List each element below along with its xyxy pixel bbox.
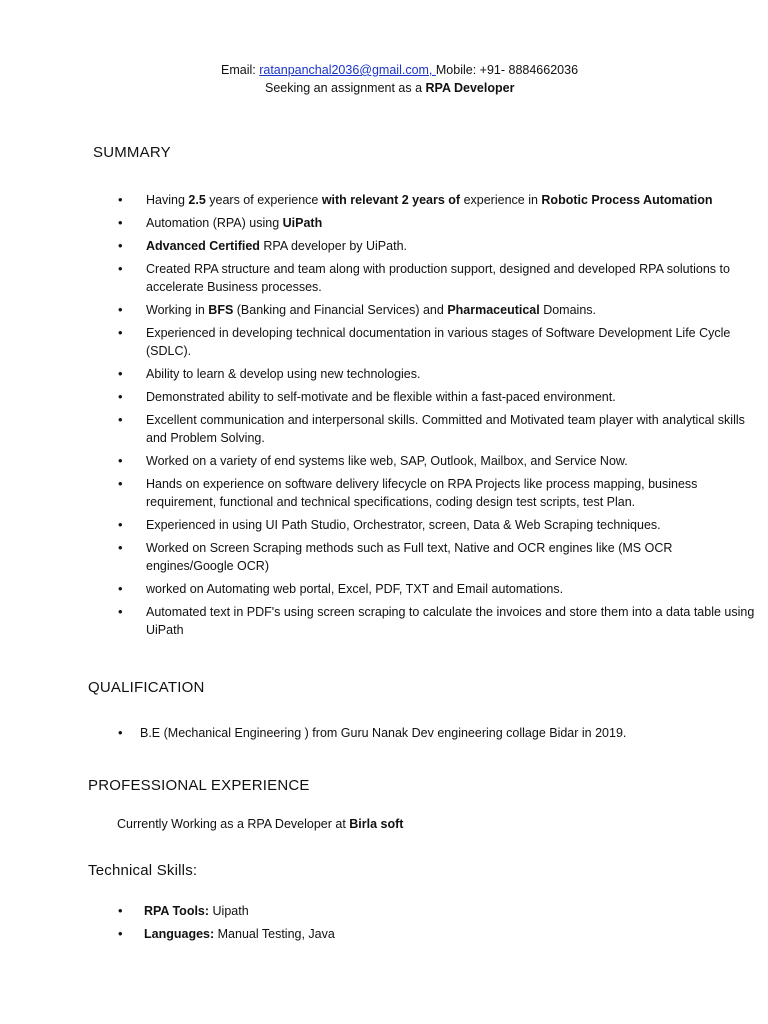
item-text: • Excellent communication and interpersonal skills. Committed and Motivated team player with analytical skills and Problem Solving. [146,413,745,445]
item-text: • worked on Automating web portal, Excel, PDF, TXT and Email automations. [146,582,564,596]
objective-prefix: Seeking an assignment as a [265,81,426,95]
list-item [118,539,758,575]
item-text: • Automated text in PDF's using screen scraping to calculate the invoices and store them into a data table using UiPath [146,605,755,637]
item-bold: Robotic Process Automation [541,193,713,207]
list-item [118,214,758,232]
item-text: • Ability to learn & develop using new technologies. [146,367,421,381]
item-bold: 2.5 [188,193,206,207]
list-item [118,237,758,255]
list-item [118,452,758,470]
item-text: • Hands on experience on software delivery lifecycle on RPA Projects like process mapping, business requirement, functional and technical specifications, coding design test scripts, test Plan. [146,477,698,509]
skill-value: Manual Testing, Java [214,927,335,941]
list-item [118,301,758,319]
item-bold: UiPath [282,216,323,230]
item-text: Having [146,193,189,207]
skill-value: Uipath [209,904,249,918]
item-text: • Experienced in developing technical documentation in various stages of Software Development Life Cycle (SDLC). [146,326,731,358]
email-label: Email: [221,63,260,77]
list-item [118,365,758,383]
contact-line [221,63,578,77]
qualification-heading: QUALIFICATION [88,679,205,696]
experience-heading: PROFESSIONAL EXPERIENCE [88,777,310,794]
item-bold: Advanced Certified [146,239,260,253]
item-bold: with relevant 2 years of [321,193,461,207]
list-item [118,724,758,742]
list-item [118,324,758,360]
objective-line [265,81,514,95]
item-text: • Worked on a variety of end systems like web, SAP, Outlook, Mailbox, and Service Now. [146,454,628,468]
list-item [118,902,758,920]
item-text: Automation (RPA) using [146,216,283,230]
item-text: Working in [146,303,209,317]
item-text: Domains. [539,303,597,317]
item-text: • B.E (Mechanical Engineering ) from Guru Nanak Dev engineering collage Bidar in 2019. [140,726,627,740]
list-item [118,603,758,639]
item-text: years of experience [205,193,322,207]
skills-heading: Technical Skills: [88,862,198,879]
mobile-label: Mobile [435,63,473,77]
item-text: • Experienced in using UI Path Studio, Orchestrator, screen, Data & Web Scraping techniques. [146,518,661,532]
list-item [118,260,758,296]
company-name: Birla soft [349,817,404,831]
objective-role: RPA Developer [425,81,515,95]
email-link[interactable]: ratanpanchal2036@gmail.com, [259,63,436,77]
summary-list [118,191,758,644]
list-item [118,191,758,209]
item-text: experience in [460,193,542,207]
list-item [118,516,758,534]
skill-label: Languages: [144,927,215,941]
summary-heading: SUMMARY [93,144,171,161]
item-text: RPA developer by UiPath. [259,239,407,253]
qualification-list [118,724,758,747]
skills-list [118,902,758,948]
list-item [118,388,758,406]
skill-label: RPA Tools: [144,904,210,918]
list-item [118,411,758,447]
item-text: • Worked on Screen Scraping methods such as Full text, Native and OCR engines like (MS OCR engines/Google OCR) [146,541,673,573]
list-item [118,925,758,943]
item-bold: BFS [208,303,234,317]
experience-line [117,817,403,831]
list-item [118,580,758,598]
item-bold: Pharmaceutical [447,303,540,317]
item-text: • Demonstrated ability to self-motivate and be flexible within a fast-paced environment. [146,390,616,404]
list-item [118,475,758,511]
experience-text: Currently Working as a RPA Developer at [117,817,350,831]
item-text: • Created RPA structure and team along with production support, designed and developed RPA solutions to accelerate Business processes. [146,262,730,294]
item-text: (Banking and Financial Services) and [233,303,448,317]
mobile-value: : +91- 8884662036 [472,63,579,77]
